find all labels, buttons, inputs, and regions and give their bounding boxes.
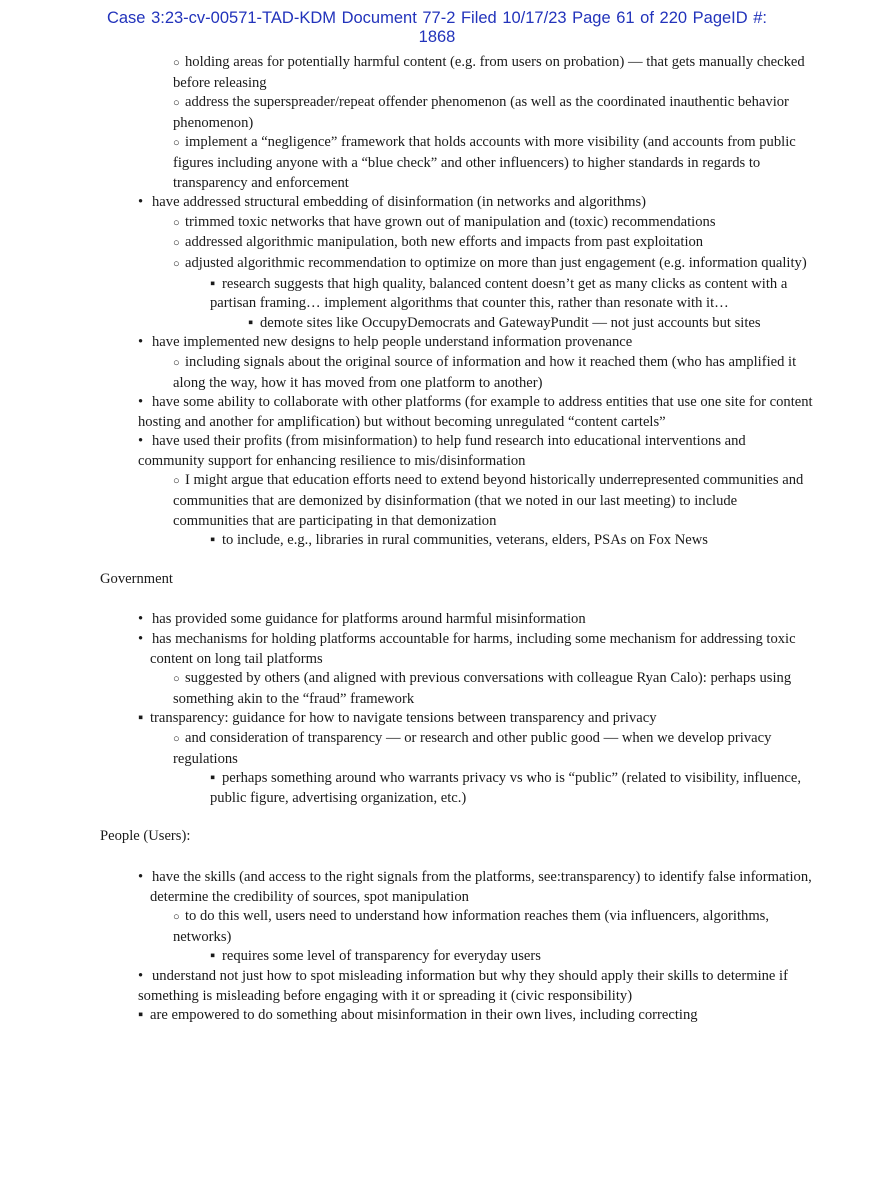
list-item [0,314,874,334]
circle-bullet-icon: ○ [173,97,180,110]
list-item-text: has provided some guidance for platforms around harmful misinformation [152,611,586,628]
square-bullet-icon: ▪ [138,710,144,727]
list-item [0,669,874,709]
list-item [0,133,874,193]
list-item-text: transparency: guidance for how to navigate tensions between transparency and privacy [150,710,657,727]
list-item-text: have the skills (and access to the right signals from the platforms, see:transparency) to identify false information, determine the credibility of sources, spot manipulation [150,868,812,905]
list-item-text: address the superspreader/repeat offender phenomenon (as well as the coordinated inauthentic behavior phenomenon) [173,94,789,131]
list-item [0,254,874,275]
dot-bullet-icon: • [138,394,144,411]
list-item [0,353,874,393]
list-item [0,610,874,630]
circle-bullet-icon: ○ [173,137,180,150]
list-item [0,769,874,808]
circle-bullet-icon: ○ [173,237,180,250]
list-item-text: have used their profits (from misinformation) to help fund research into educational interventions and community support for enhancing resilience to mis/disinformation [138,433,746,469]
list-item [0,393,874,432]
list-item [0,947,874,967]
list-item-text: demote sites like OccupyDemocrats and GatewayPundit — not just accounts but sites [260,314,761,331]
list-item-text: requires some level of transparency for everyday users [222,948,541,965]
square-bullet-icon: ▪ [248,314,254,331]
list-item [0,275,874,314]
list-item [0,729,874,769]
list-item-text: perhaps something around who warrants privacy vs who is “public” (related to visibility, influence, public figure, advertising organization, etc.) [210,770,802,806]
list-item-text: research suggests that high quality, balanced content doesn’t get as many clicks as content with a partisan framing… implement algorithms that counter this, rather than resonate with it… [210,275,788,312]
circle-bullet-icon: ○ [173,57,180,69]
square-bullet-icon: ▪ [210,770,216,787]
list-item-text: suggested by others (and aligned with previous conversations with colleague Ryan Calo): perhaps using something akin to the “fraud” framework [173,670,792,707]
list-item-text: and consideration of transparency — or research and other public good — when we develop privacy regulations [173,730,772,767]
circle-bullet-icon: ○ [173,911,180,924]
case-header [0,9,874,47]
document-body [0,53,874,1026]
list-item [0,1006,874,1026]
case-header-line2: 1868 [418,28,456,46]
list-item [0,93,874,133]
circle-bullet-icon: ○ [173,356,180,369]
list-item-text: have implemented new designs to help people understand information provenance [152,334,633,351]
list-item-text: are empowered to do something about misinformation in their own lives, including correcting [150,1007,698,1024]
list-item-text: has mechanisms for holding platforms accountable for harms, including some mechanism for addressing toxic content on long tail platforms [150,631,796,667]
dot-bullet-icon: • [138,611,144,628]
square-bullet-icon: ▪ [210,275,216,292]
section-heading-government: Government [100,570,173,587]
square-bullet-icon: ▪ [138,1007,144,1024]
list-item [0,193,874,213]
dot-bullet-icon: • [138,631,144,648]
circle-bullet-icon: ○ [173,216,180,229]
list-item-text: understand not just how to spot misleading information but why they should apply their skills to determine if something is misleading before engaging with it or spreading it (civic responsibility) [138,967,788,1004]
circle-bullet-icon: ○ [173,733,180,745]
list-item-text: adjusted algorithmic recommendation to optimize on more than just engagement (e.g. information quality) [185,254,807,271]
list-item-text: I might argue that education efforts need to extend beyond historically underrepresented communities and communities that are demonized by disinformation (that we noted in our last meeting) to include communities that are participating in that demonization [173,472,804,529]
section-heading-people: People (Users): [100,828,191,845]
list-item [0,333,874,353]
case-header-line1: Case 3:23-cv-00571-TAD-KDM Document 77-2 Filed 10/17/23 Page 61 of 220 PageID #: [106,9,768,27]
dot-bullet-icon: • [138,868,144,885]
square-bullet-icon: ▪ [210,948,216,965]
list-item [0,471,874,531]
list-item [0,630,874,669]
list-item [0,868,874,907]
list-item [0,531,874,551]
list-item-text: have addressed structural embedding of disinformation (in networks and algorithms) [152,194,647,211]
list-item [0,907,874,947]
list-item [0,53,874,93]
list-item-text: addressed algorithmic manipulation, both new efforts and impacts from past exploitation [185,234,704,251]
dot-bullet-icon: • [138,334,144,351]
dot-bullet-icon: • [138,194,144,211]
list-item-text: holding areas for potentially harmful content (e.g. from users on probation) — that gets manually checked before releasing [173,54,805,91]
list-item [0,967,874,1006]
list-item-text: have some ability to collaborate with other platforms (for example to address entities that use one site for content hosting and another for amplification) but without becoming unregulated “content cartels” [138,394,813,430]
list-item [0,432,874,471]
list-item [0,233,874,254]
list-item-text: to do this well, users need to understand how information reaches them (via influencers, algorithms, networks) [173,908,770,945]
square-bullet-icon: ▪ [210,532,216,549]
circle-bullet-icon: ○ [173,673,180,686]
list-item-text: implement a “negligence” framework that holds accounts with more visibility (and accounts from public figures including anyone with a “blue check” and other influencers) to higher standards in regards to transparency and enforcement [173,134,796,191]
list-item-text: including signals about the original source of information and how it reached them (who has amplified it along the way, how it has moved from one platform to another) [173,353,797,391]
dot-bullet-icon: • [138,433,144,450]
list-item [0,213,874,234]
circle-bullet-icon: ○ [173,475,180,488]
circle-bullet-icon: ○ [173,257,180,270]
list-item-text: to include, e.g., libraries in rural communities, veterans, elders, PSAs on Fox News [222,532,708,549]
list-item-text: trimmed toxic networks that have grown out of manipulation and (toxic) recommendations [185,213,716,230]
list-item [0,709,874,729]
dot-bullet-icon: • [138,967,144,984]
